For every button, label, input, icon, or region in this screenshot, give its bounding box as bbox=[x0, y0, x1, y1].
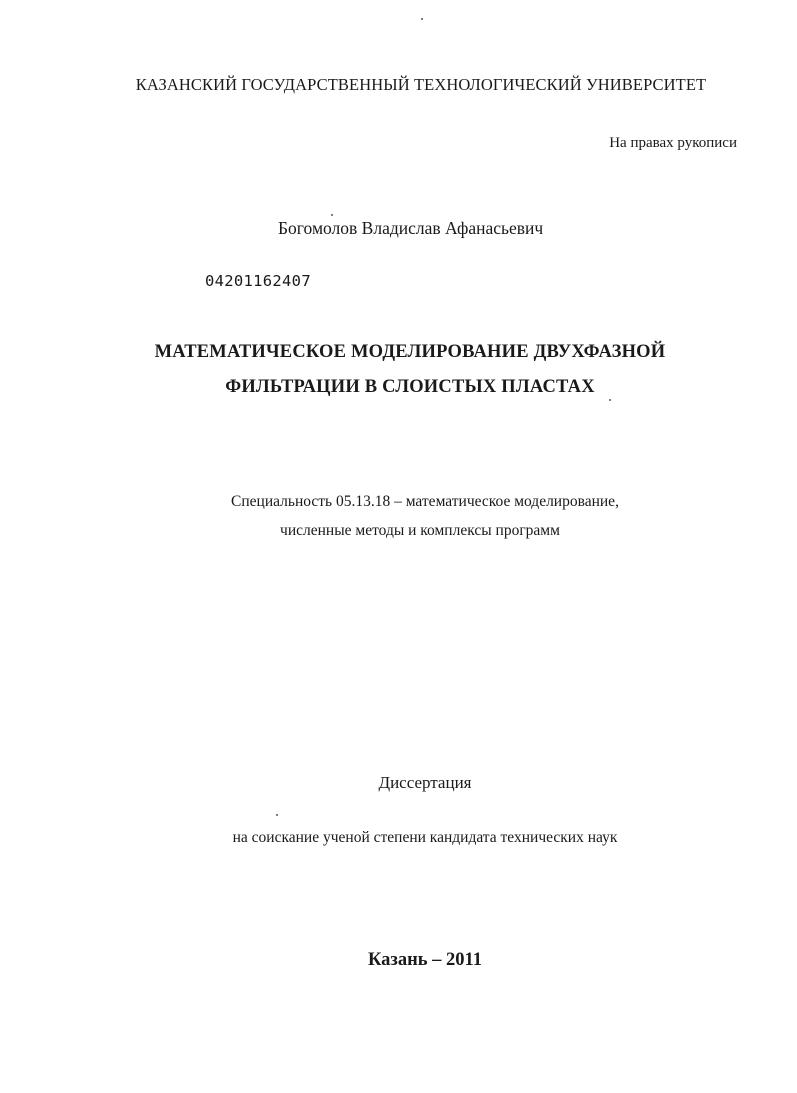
specialty-line-2: численные методы и комплексы программ bbox=[280, 522, 560, 539]
document-type: Диссертация bbox=[378, 773, 472, 792]
degree-description: на соискание ученой степени кандидата технических наук bbox=[232, 829, 618, 846]
scan-speck bbox=[609, 399, 611, 401]
dissertation-title-line-2: ФИЛЬТРАЦИИ В СЛОИСТЫХ ПЛАСТАХ bbox=[225, 377, 595, 397]
scan-speck bbox=[421, 18, 423, 20]
scan-speck bbox=[331, 214, 333, 216]
author-name: Богомолов Владислав Афанасьевич bbox=[278, 218, 544, 238]
catalog-number: 04201162407 bbox=[205, 272, 311, 290]
scan-speck bbox=[276, 814, 278, 816]
specialty-line-1: Специальность 05.13.18 – математическое моделирование, bbox=[231, 493, 619, 510]
university-name: КАЗАНСКИЙ ГОСУДАРСТВЕННЫЙ ТЕХНОЛОГИЧЕСКИЙ УНИВЕРСИТЕТ bbox=[135, 75, 707, 94]
manuscript-rights-note: На правах рукописи bbox=[609, 135, 737, 151]
dissertation-title-line-1: МАТЕМАТИЧЕСКОЕ МОДЕЛИРОВАНИЕ ДВУХФАЗНОЙ bbox=[154, 342, 666, 362]
city-year: Казань – 2011 bbox=[367, 950, 483, 970]
